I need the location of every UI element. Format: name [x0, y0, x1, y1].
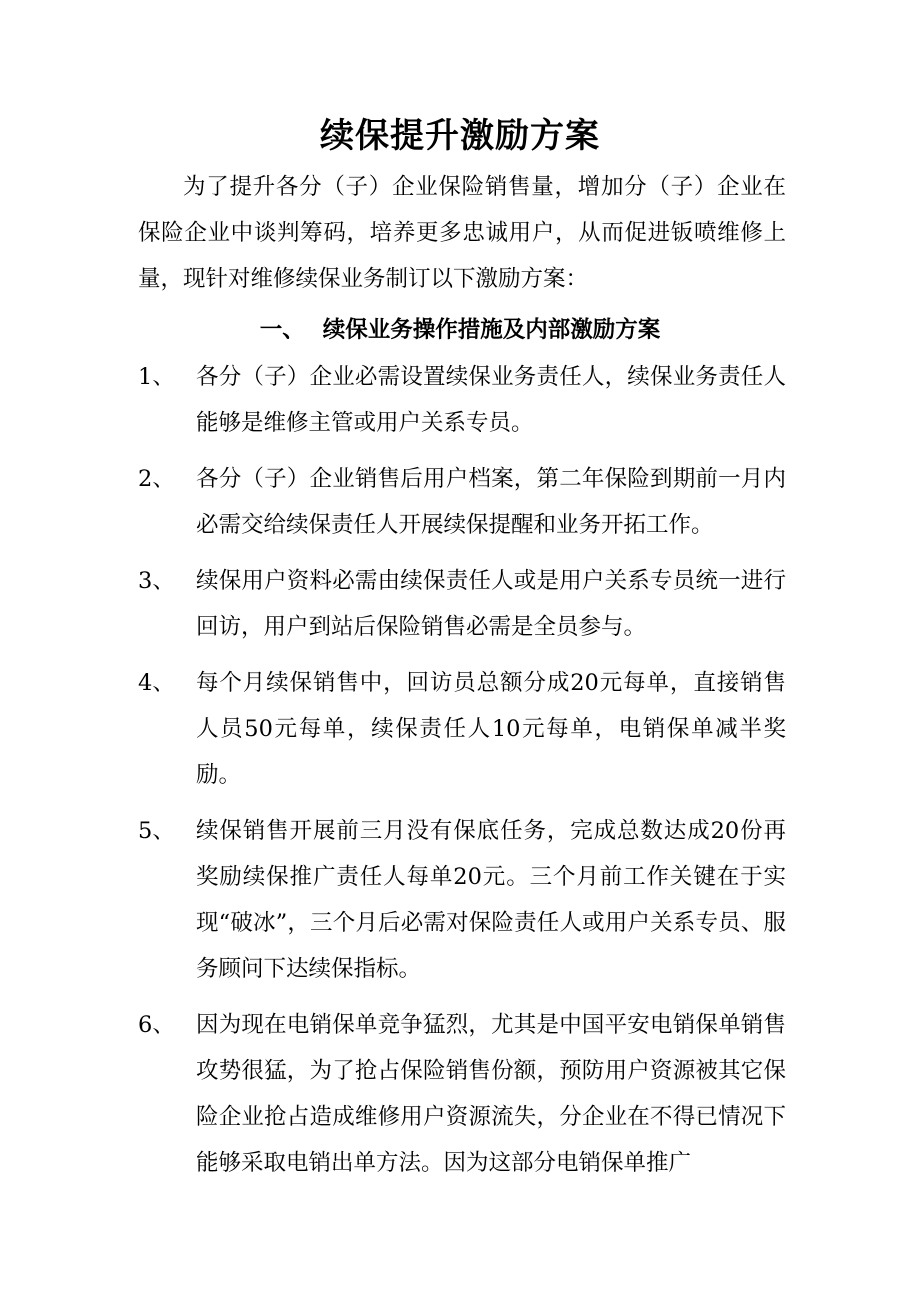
list-item — [138, 558, 786, 650]
document-title: 续保提升激励方案 — [320, 116, 600, 156]
section-heading-text: 续保业务操作措施及内部激励方案 — [322, 317, 661, 343]
list-item — [138, 1002, 786, 1186]
list-item — [138, 808, 786, 992]
measure-list — [138, 354, 786, 1196]
list-item-text: 续保销售开展前三月没有保底任务，完成总数达成20份再奖励续保推广责任人每单20元。三个月前工作关键在于实现“破冰”，三个月后必需对保险责任人或用户关系专员、服务顾问下达续保指标。 — [196, 818, 786, 982]
list-item — [138, 354, 786, 446]
list-item-marker: 2、 — [138, 466, 175, 492]
list-item — [138, 456, 786, 548]
list-item-text: 因为现在电销保单竞争猛烈，尤其是中国平安电销保单销售攻势很猛，为了抢占保险销售份额，预防用户资源被其它保险企业抢占造成维修用户资源流失，分企业在不得已情况下能够采取电销出单方法。因为这部分电销保单推广 — [196, 1012, 786, 1176]
list-item-marker: 1、 — [138, 364, 175, 390]
list-item-text: 每个月续保销售中，回访员总额分成20元每单，直接销售人员50元每单，续保责任人10元每单，电销保单减半奖励。 — [196, 670, 786, 788]
list-item-marker: 3、 — [138, 568, 175, 594]
list-item-text: 各分（子）企业必需设置续保业务责任人，续保业务责任人能够是维修主管或用户关系专员。 — [196, 364, 786, 436]
list-item-marker: 6、 — [138, 1012, 175, 1038]
section-number: 一、 — [259, 317, 305, 343]
list-item-text: 各分（子）企业销售后用户档案，第二年保险到期前一月内必需交给续保责任人开展续保提醒和业务开拓工作。 — [196, 466, 786, 538]
section-heading — [0, 308, 920, 352]
list-item-marker: 5、 — [138, 818, 175, 844]
intro-paragraph: 为了提升各分（子）企业保险销售量，增加分（子）企业在保险企业中谈判筹码，培养更多忠诚用户，从而促进钣喷维修上量，现针对维修续保业务制订以下激励方案： — [138, 174, 786, 292]
list-item — [138, 660, 786, 798]
list-item-text: 续保用户资料必需由续保责任人或是用户关系专员统一进行回访，用户到站后保险销售必需是全员参与。 — [196, 568, 786, 640]
list-item-marker: 4、 — [138, 670, 175, 696]
